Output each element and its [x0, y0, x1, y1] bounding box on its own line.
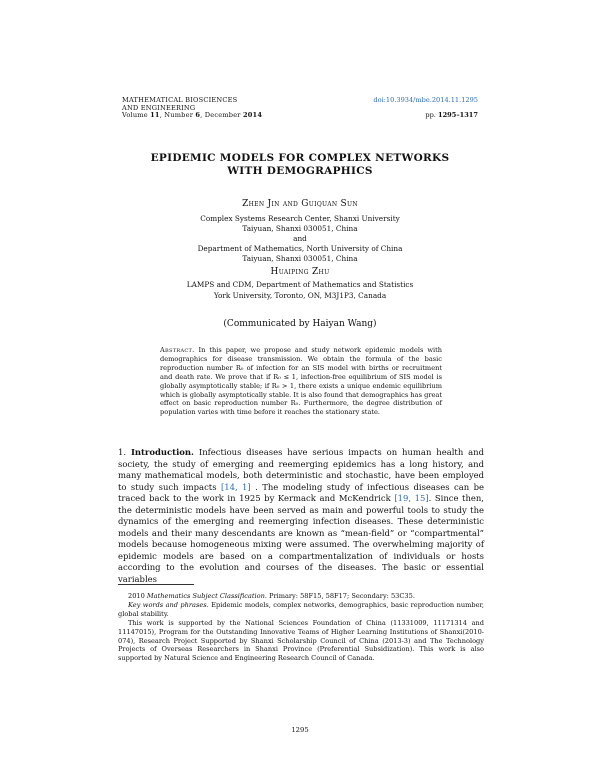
section-heading: Introduction.	[130, 447, 194, 457]
footnotes	[118, 592, 484, 663]
volume-info: Volume 11, Number 6, December 2014	[122, 111, 263, 120]
journal-name-line1: MATHEMATICAL BIOSCIENCES	[122, 96, 238, 104]
journal-header	[122, 97, 262, 120]
citation-link[interactable]: [14, 1]	[220, 481, 251, 492]
year: 2014	[242, 111, 263, 120]
footnote-rule	[118, 584, 194, 585]
citation-link[interactable]: [19, 15]	[394, 493, 429, 504]
communicated-by: (Communicated by Haiyan Wang)	[223, 319, 377, 329]
page-number: 1295	[291, 726, 309, 734]
keywords-footnote: Key words and phrases. Epidemic models, complex networks, demographics, basic reproduction number, global stability.	[118, 600, 484, 618]
abstract-label: Abstract.	[160, 346, 195, 354]
volume-number: 11	[150, 111, 160, 120]
abstract-text: In this paper, we propose and study network epidemic models with demographics for disease transmission. We obtain the formula of the basic reproduction number R₀ of infection for an SIS model with births or recruitment and death rate. We prove that if R₀ ≤ 1, infection-free equilibrium of SIS model is globally asymptotically stable; if R₀ > 1, there exists a unique endemic equilibrium which is globally asymptotically stable. It is also found that demographics has great effect on basic reproduction number R₀. Furthermore, the degree distribution of population varies with time before it reaches the stationary state.	[160, 346, 442, 417]
funding-footnote: This work is supported by the National Sciences Foundation of China (11331009, 11171314 and 11147015), Program for the Outstanding Innovative Teams of Higher Learning Institutions of Shanxi(2010-074), Research Project Supported by Shanxi Scholarship Council of China (2013-3) and The Technology Projects of Overseas Researchers in Shanxi Province (Preferential Subsidization). This work is also supported by Natural Science and Engineering Research Council of Canada.	[118, 618, 484, 663]
authors-group-2: Huaiping Zhu	[270, 267, 330, 277]
journal-name-line2: AND ENGINEERING	[122, 103, 196, 112]
abstract	[160, 346, 442, 417]
doi-link[interactable]: doi:10.3934/mbe.2014.11.1295	[373, 96, 478, 104]
doi-block	[373, 97, 478, 120]
authors-group-1: Zhen Jin and Guiquan Sun	[242, 199, 358, 209]
paper-title: EPIDEMIC MODELS FOR COMPLEX NETWORKS WITH DEMOGRAPHICS	[150, 152, 450, 177]
affiliation-1: Complex Systems Research Center, Shanxi University Taiyuan, Shanxi 030051, China and Department of Mathematics, North University of China Taiyuan, Shanxi 030051, China	[197, 214, 403, 263]
affiliation-2-text: LAMPS and CDM, Department of Mathematics and Statistics York University, Toronto, ON, M3J1P3, Canada	[186, 280, 414, 300]
msc-footnote: 2010 Mathematics Subject Classification. Primary: 58F15, 58F17; Secondary: 53C35.	[128, 592, 415, 600]
introduction-section: 1. Introduction. Infectious diseases have serious impacts on human health and society, the study of emerging and reemerging epidemics has a long history, and many mathematical models, both deterministic and stochastic, have been employed to study such impacts [14, 1] . The modeling study of infectious diseases can be traced back to the work in 1925 by Kermack and McKendrick [19, 15]. Since then, the deterministic models have been served as main and powerful tools to study the dynamics of the emerging and reemerging infection diseases. These deterministic models and their many descendants are known as “mean-field” or “compartmental” models because homogeneous mixing were assumed. The overwhelming majority of epidemic models are based on a compartmentalization of individuals or hosts according to the evolution and courses of the diseases. The basic or essential variables	[118, 447, 484, 584]
issue-number: 6	[195, 111, 201, 120]
page-range: pp. 1295–1317	[425, 111, 478, 120]
